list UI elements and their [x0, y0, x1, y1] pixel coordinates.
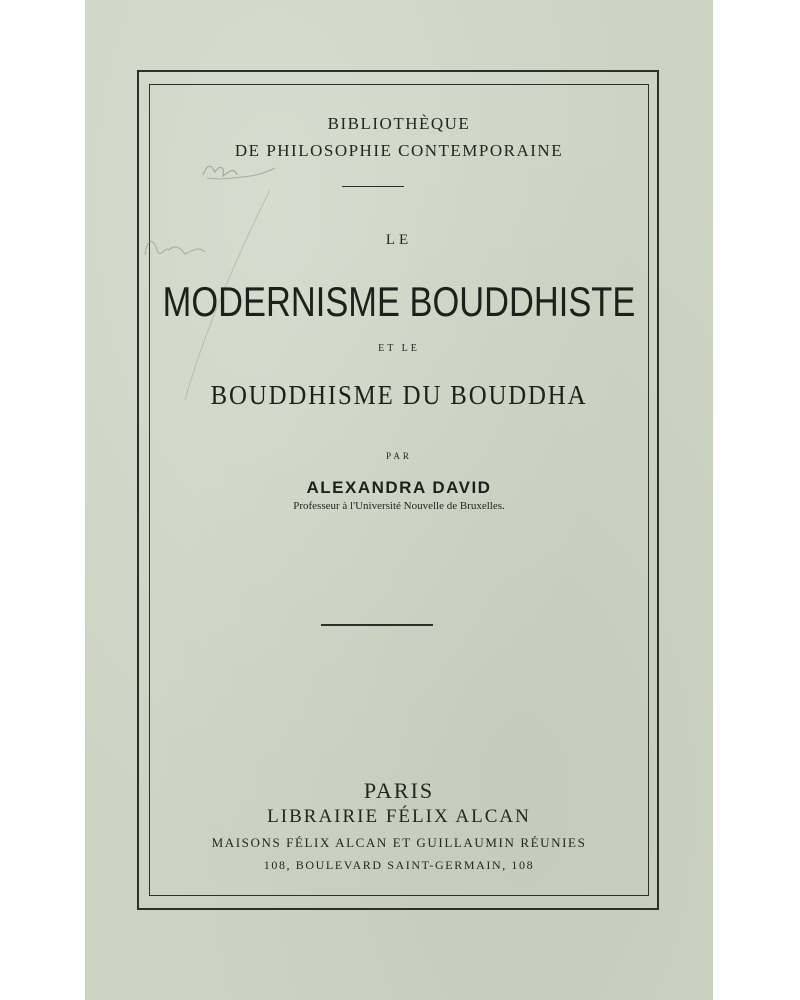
divider-rule-middle: [321, 624, 433, 626]
publication-city: PARIS: [363, 778, 435, 803]
by-label: PAR: [386, 451, 412, 461]
series-title-line1: BIBLIOTHÈQUE: [327, 114, 471, 133]
publisher-houses: MAISONS FÉLIX ALCAN ET GUILLAUMIN RÉUNIES: [211, 835, 587, 850]
subtitle: BOUDDHISME DU BOUDDHA: [210, 380, 588, 410]
publisher-address: 108, BOULEVARD SAINT-GERMAIN, 108: [263, 858, 535, 872]
publisher-name: LIBRAIRIE FÉLIX ALCAN: [267, 806, 531, 827]
book-cover: [85, 0, 713, 1000]
author-name: ALEXANDRA DAVID: [306, 478, 492, 497]
series-title-line2: DE PHILOSOPHIE CONTEMPORAINE: [234, 141, 564, 160]
author-affiliation: Professeur à l'Université Nouvelle de Bruxelles.: [293, 500, 505, 512]
title-connector: ET LE: [378, 343, 420, 354]
main-title: MODERNISME BOUDDHISTE: [162, 278, 636, 325]
title-article: LE: [385, 232, 413, 248]
divider-rule-top: [342, 186, 404, 187]
